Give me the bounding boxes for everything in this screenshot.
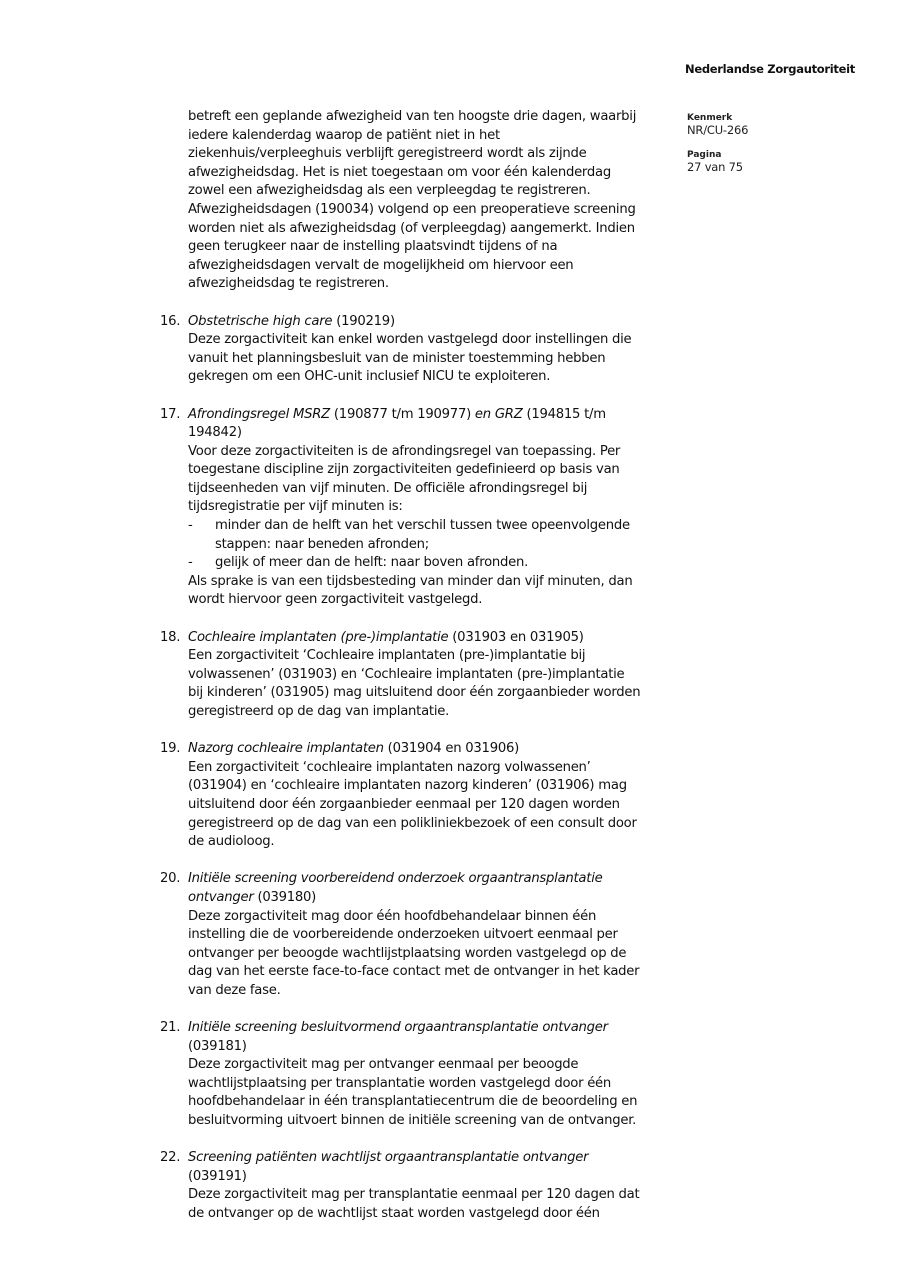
text-line: Afwezigheidsdagen (190034) volgend op een preoperatieve screening (188, 201, 636, 217)
text-line: van deze fase. (188, 982, 281, 998)
text-line: iedere kalenderdag waarop de patiënt niet in het (188, 127, 500, 143)
text-line: gekregen om een OHC-unit inclusief NICU te exploiteren. (188, 369, 551, 385)
list-item (160, 1149, 688, 1223)
item-title-line (188, 1149, 688, 1168)
text-line: Een zorgactiviteit ‘cochleaire implantaten nazorg volwassenen’ (188, 759, 591, 775)
text-line: hoofdbehandelaar in één transplantatiecentrum die de beoordeling en (188, 1094, 638, 1110)
item-title: en GRZ (474, 406, 523, 422)
text-line: geen terugkeer naar de instelling plaatsvindt tijdens of na (188, 239, 558, 255)
item-title: Cochleaire implantaten (pre-)implantatie (188, 629, 449, 645)
item-number: 22. (160, 1150, 181, 1166)
item-title-line (188, 1019, 688, 1038)
item-code: (190877 t/m 190977) (329, 406, 475, 422)
kenmerk-value: NR/CU-266 (687, 123, 749, 137)
bullet-marker: - (188, 518, 193, 534)
item-code: (039181) (188, 1038, 247, 1054)
item-code: (031903 en 031905) (448, 629, 584, 645)
text-line: besluitvorming uitvoert binnen de initiële screening van de ontvanger. (188, 1113, 637, 1129)
item-number: 17. (160, 406, 181, 422)
item-title-line (188, 889, 688, 908)
text-line: Deze zorgactiviteit mag door één hoofdbehandelaar binnen één (188, 908, 597, 924)
paragraph-gap (188, 387, 688, 406)
item-number: 21. (160, 1020, 181, 1036)
item-title-line (188, 406, 688, 425)
item-title: Initiële screening voorbereidend onderzoek orgaantransplantatie (188, 871, 603, 887)
item-title-line (188, 1168, 688, 1187)
kenmerk-block (687, 113, 748, 137)
text-line: Als sprake is van een tijdsbesteding van minder dan vijf minuten, dan (188, 573, 633, 589)
text-line: bij kinderen’ (031905) mag uitsluitend door één zorgaanbieder worden (188, 685, 641, 701)
text-line: afwezigheidsdag te registreren. (188, 276, 389, 292)
text-line: gelijk of meer dan de helft: naar boven afronden. (215, 555, 529, 571)
bullet-item (188, 554, 688, 573)
document-body (160, 108, 688, 1224)
item-title-line (188, 629, 688, 648)
intro-paragraph (188, 108, 688, 294)
text-line: afwezigheidsdag. Het is niet toegestaan om voor één kalenderdag (188, 164, 611, 180)
text-line: wordt hiervoor geen zorgactiviteit vastgelegd. (188, 592, 483, 608)
text-line: ziekenhuis/verpleeghuis verblijft geregistreerd wordt als zijnde (188, 146, 587, 162)
text-line: instelling die de voorbereidende onderzoeken uitvoert eenmaal per (188, 927, 618, 943)
text-line: geregistreerd op de dag van implantatie. (188, 704, 450, 719)
item-number: 20. (160, 871, 181, 887)
item-code: (190219) (332, 313, 395, 329)
text-line: worden niet als afwezigheidsdag (of verpleegdag) aangemerkt. Indien (188, 220, 635, 236)
item-title-line (188, 424, 688, 443)
list-item (160, 313, 688, 387)
text-line: minder dan de helft van het verschil tussen twee opeenvolgende (215, 518, 630, 534)
paragraph-gap (188, 852, 688, 871)
organization-name: Nederlandse Zorgautoriteit (685, 62, 855, 76)
text-line: dag van het eerste face-to-face contact met de ontvanger in het kader (188, 964, 640, 980)
text-line: de ontvanger op de wachtlijst staat worden vastgelegd door één (188, 1206, 600, 1222)
bullet-marker: - (188, 555, 193, 571)
item-code: (194815 t/m (522, 406, 606, 422)
text-line: Deze zorgactiviteit kan enkel worden vastgelegd door instellingen die (188, 332, 632, 348)
item-title: Obstetrische high care (188, 313, 333, 329)
page-number: 27 van 75 (687, 160, 743, 174)
item-title: Initiële screening besluitvormend orgaantransplantatie ontvanger (188, 1020, 608, 1036)
item-code: (031904 en 031906) (383, 741, 520, 757)
item-code: (039191) (188, 1168, 247, 1184)
text-line: toegestane discipline zijn zorgactiviteiten gedefinieerd op basis van (188, 462, 620, 478)
list-item (160, 406, 688, 611)
paragraph-gap (188, 610, 688, 629)
list-item (160, 870, 688, 1000)
text-line: uitsluitend door één zorgaanbieder eenmaal per 120 dagen worden (188, 796, 620, 812)
text-line: Een zorgactiviteit ‘Cochleaire implantaten (pre-)implantatie bij (188, 648, 586, 664)
item-title-line (188, 313, 688, 332)
text-line: zowel een afwezigheidsdag als een verpleegdag te registreren. (188, 183, 591, 199)
text-line: tijdseenheden van vijf minuten. De officiële afrondingsregel bij (188, 480, 588, 496)
text-line: ontvanger per beoogde wachtlijstplaatsing worden vastgelegd op de (188, 945, 627, 961)
item-number: 16. (160, 313, 181, 329)
text-line: Deze zorgactiviteit mag per ontvanger eenmaal per beoogde (188, 1057, 579, 1073)
text-line: volwassenen’ (031903) en ‘Cochleaire implantaten (pre-)implantatie (188, 666, 625, 682)
item-number: 18. (160, 629, 181, 645)
item-title-line (188, 870, 688, 889)
text-line: Deze zorgactiviteit mag per transplantatie eenmaal per 120 dagen dat (188, 1187, 640, 1203)
item-title-line (188, 740, 688, 759)
text-line: tijdsregistratie per vijf minuten is: (188, 499, 403, 515)
item-title-line (188, 1038, 688, 1057)
item-code: 194842) (188, 425, 242, 441)
text-line: Voor deze zorgactiviteiten is de afrondingsregel van toepassing. Per (188, 443, 621, 459)
item-number: 19. (160, 741, 181, 757)
paragraph-gap (188, 294, 688, 313)
bullet-item (188, 517, 688, 554)
item-title: ontvanger (188, 889, 254, 905)
kenmerk-label: Kenmerk (687, 113, 733, 123)
text-line: de audioloog. (188, 834, 275, 850)
text-line: afwezigheidsdagen vervalt de mogelijkheid om hiervoor een (188, 257, 574, 273)
item-title: Afrondingsregel MSRZ (188, 406, 330, 422)
item-title: Screening patiënten wachtlijst orgaantransplantatie ontvanger (188, 1150, 589, 1166)
pagina-block (687, 150, 743, 174)
paragraph-gap (188, 1001, 688, 1020)
text-line: (031904) en ‘cochleaire implantaten nazorg kinderen’ (031906) mag (188, 778, 627, 794)
text-line: wachtlijstplaatsing per transplantatie worden vastgelegd door één (188, 1075, 612, 1091)
text-line: stappen: naar beneden afronden; (215, 536, 429, 552)
list-item (160, 1019, 688, 1131)
pagina-label: Pagina (687, 150, 722, 160)
numbered-list (160, 294, 688, 1224)
text-line: betreft een geplande afwezigheid van ten hoogste drie dagen, waarbij (188, 109, 637, 124)
list-item (160, 629, 688, 722)
list-item (160, 740, 688, 852)
text-line: geregistreerd op de dag van een polikliniekbezoek of een consult door (188, 815, 637, 831)
paragraph-gap (188, 1131, 688, 1150)
item-code: (039180) (253, 889, 317, 905)
item-title: Nazorg cochleaire implantaten (188, 741, 384, 757)
text-line: vanuit het planningsbesluit van de minister toestemming hebben (188, 350, 606, 366)
paragraph-gap (188, 722, 688, 741)
